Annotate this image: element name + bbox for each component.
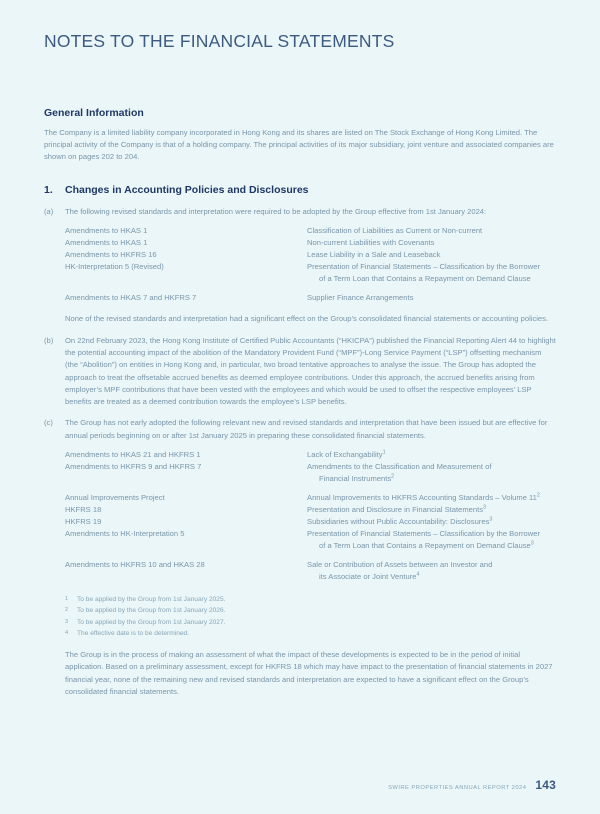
table-row [65, 292, 556, 304]
note-1-item-c [44, 408, 556, 698]
table-row [65, 261, 556, 285]
item-b-paragraph: On 22nd February 2023, the Hong Kong Institute of Certified Public Accountants (“HKICPA”) published the Financial Reporting Alert 44 to highlight the potential accounting impact of the abolition of the Mandatory Provident Fund (“MPF”)-Long Service Payment (“LSP”) offsetting mechanism (the “Abolition”) on entities in Hong Kong and, in particular, two broad tentative approaches to analyse the issue. The Group has adopted the approach to treat the offsetable accrued benefits as deemed employee contributions. Under this approach, the accrued benefits arising from employer’s MPF contributions that have been vested with the employees and which would be used to offset the respective employees’ LSP benefits are treated as a deemed contribution towards the employee’s LSP benefits. [65, 335, 556, 407]
footnote-marker: 2 [391, 473, 395, 480]
footnote-marker: 4 [65, 630, 69, 637]
footnote-marker: 2 [536, 492, 540, 499]
page-title: NOTES TO THE FINANCIAL STATEMENTS [44, 31, 395, 51]
standard-name-cell: Amendments to HKFRS 16 [65, 250, 157, 260]
note-1-number: 1. [44, 183, 53, 196]
standards-table-adopted [65, 225, 556, 304]
standard-name-cell: Amendments to HKFRS 10 and HKAS 28 [65, 559, 205, 569]
general-information-heading: General Information [44, 107, 144, 119]
standard-description-cell: Classification of Liabilities as Current or Non-current [307, 226, 483, 236]
footnote-marker: 2 [65, 607, 69, 614]
table-row-spacer [65, 285, 556, 292]
standard-name-cell: Amendments to HKFRS 9 and HKFRS 7 [65, 462, 202, 472]
table-row [65, 492, 556, 504]
standard-description-cell: Presentation and Disclosure in Financial Statements$^3$ [307, 504, 487, 514]
footnote-marker: 3 [483, 504, 487, 511]
standard-name-cell: Amendments to HK-Interpretation 5 [65, 528, 185, 538]
footnote-text: The effective date is to be determined. [77, 630, 190, 638]
table-row [65, 237, 556, 249]
footnote-marker: 3 [65, 618, 69, 625]
standard-description-cell: Lease Liability in a Sale and Leaseback [307, 250, 441, 260]
standard-description-continuation: Financial Instruments$^2$ [319, 473, 395, 484]
item-c-intro: The Group has not early adopted the following relevant new and revised standards and interpretation that have been issued but are effective for annual periods beginning on or after 1st January 2025 in preparing these consolidated financial statements. [65, 418, 548, 440]
standard-name-cell: Amendments to HKAS 1 [65, 238, 148, 248]
standard-description-cell: Amendments to the Classification and Measurement of Financial Instruments$^2$ [307, 461, 556, 485]
footnotes-list [65, 594, 556, 640]
footer-page-number: 143 [535, 778, 556, 792]
standard-description-cell: Subsidiaries without Public Accountability: Disclosures$^3$ [307, 516, 493, 526]
footnote-item [65, 594, 556, 606]
standard-name-cell: Amendments to HKAS 21 and HKFRS 1 [65, 450, 201, 460]
standard-description-cell: Lack of Exchangability$^1$ [307, 449, 386, 460]
table-row [65, 449, 556, 461]
item-a-closing: None of the revised standards and interpretation had a significant effect on the Group’s consolidated financial statements or accounting policies. [65, 314, 549, 324]
footnote-marker: 3 [489, 516, 493, 523]
table-row [65, 249, 556, 261]
footnote-marker: 1 [65, 595, 69, 602]
table-row [65, 461, 556, 485]
footnote-text: To be applied by the Group from 1st January 2026. [77, 607, 226, 615]
standard-description-continuation: of a Term Loan that Contains a Repayment on Demand Clause$^3$ [319, 540, 534, 550]
table-row [65, 528, 556, 552]
item-c-closing: The Group is in the process of making an assessment of what the impact of these developments is expected to be in the period of initial application. Based on a preliminary assessment, except for HKFRS 18 which may have impact to the presentation of financial statements in 2027 financial year, none of the remaining new and revised standards and interpretation are expected to have a significant effect on the Group’s consolidated financial statements. [65, 650, 553, 696]
table-row [65, 559, 556, 583]
footnote-marker: 3 [530, 540, 534, 547]
note-1-heading [44, 164, 556, 198]
note-1-item-a [44, 197, 556, 326]
standards-table-not-adopted [65, 449, 556, 583]
table-row-spacer [65, 552, 556, 559]
table-row [65, 225, 556, 237]
table-row [65, 504, 556, 516]
standard-name-cell: Amendments to HKAS 1 [65, 226, 148, 236]
footnote-marker: 4 [416, 571, 420, 578]
standard-description-cell: Sale or Contribution of Assets between an Investor and its Associate or Joint Venture$^4$ [307, 559, 556, 583]
footer-report-label: SWIRE PROPERTIES ANNUAL REPORT 2024 [388, 785, 527, 791]
standard-name-cell: HKFRS 19 [65, 516, 102, 526]
item-b-marker: (b) [44, 335, 54, 345]
footnote-item [65, 617, 556, 629]
standard-description-cell: Annual Improvements to HKFRS Accounting Standards – Volume $11^2$ [307, 492, 540, 502]
footnote-marker: 1 [382, 449, 386, 456]
standard-description-continuation: its Associate or Joint Venture$^4$ [319, 571, 420, 581]
footnote-text: To be applied by the Group from 1st January 2025. [77, 595, 226, 603]
item-a-marker: (a) [44, 207, 54, 217]
general-information-paragraph: The Company is a limited liability company incorporated in Hong Kong and its shares are listed on The Stock Exchange of Hong Kong Limited. The principal activity of the Company is that of a holding company. The principal activities of its major subsidiary, joint venture and associated companies are shown on pages 202 to 204. [44, 127, 554, 162]
note-1-title: Changes in Accounting Policies and Disclosures [65, 183, 309, 196]
standard-description-cell: Presentation of Financial Statements – Classification by the Borrower of a Term Loan that Contains a Repayment on Demand Clause [307, 261, 556, 285]
standard-name-cell: Annual Improvements Project [65, 493, 165, 502]
standard-description-cell: Supplier Finance Arrangements [307, 293, 414, 303]
standard-description-cell: Presentation of Financial Statements – Classification by the Borrower of a Term Loan that Contains a Repayment on Demand Clause$^3$ [307, 528, 556, 552]
standard-name-cell: HK-Interpretation 5 (Revised) [65, 262, 164, 272]
table-row [65, 516, 556, 528]
standard-name-cell: HKFRS 18 [65, 504, 102, 514]
item-a-intro: The following revised standards and interpretation were required to be adopted by the Group effective from 1st January 2024: [65, 207, 487, 217]
standard-name-cell: Amendments to HKAS 7 and HKFRS 7 [65, 293, 197, 303]
item-c-marker: (c) [44, 418, 53, 428]
footnote-text: To be applied by the Group from 1st January 2027. [77, 618, 226, 626]
footnote-item [65, 628, 556, 640]
note-1-item-b [44, 326, 556, 409]
page-footer [388, 778, 556, 792]
table-row-spacer [65, 485, 556, 492]
standard-description-cell: Non-current Liabilities with Covenants [307, 238, 435, 248]
standard-description-continuation: of a Term Loan that Contains a Repayment on Demand Clause [319, 274, 531, 284]
footnote-item [65, 605, 556, 617]
